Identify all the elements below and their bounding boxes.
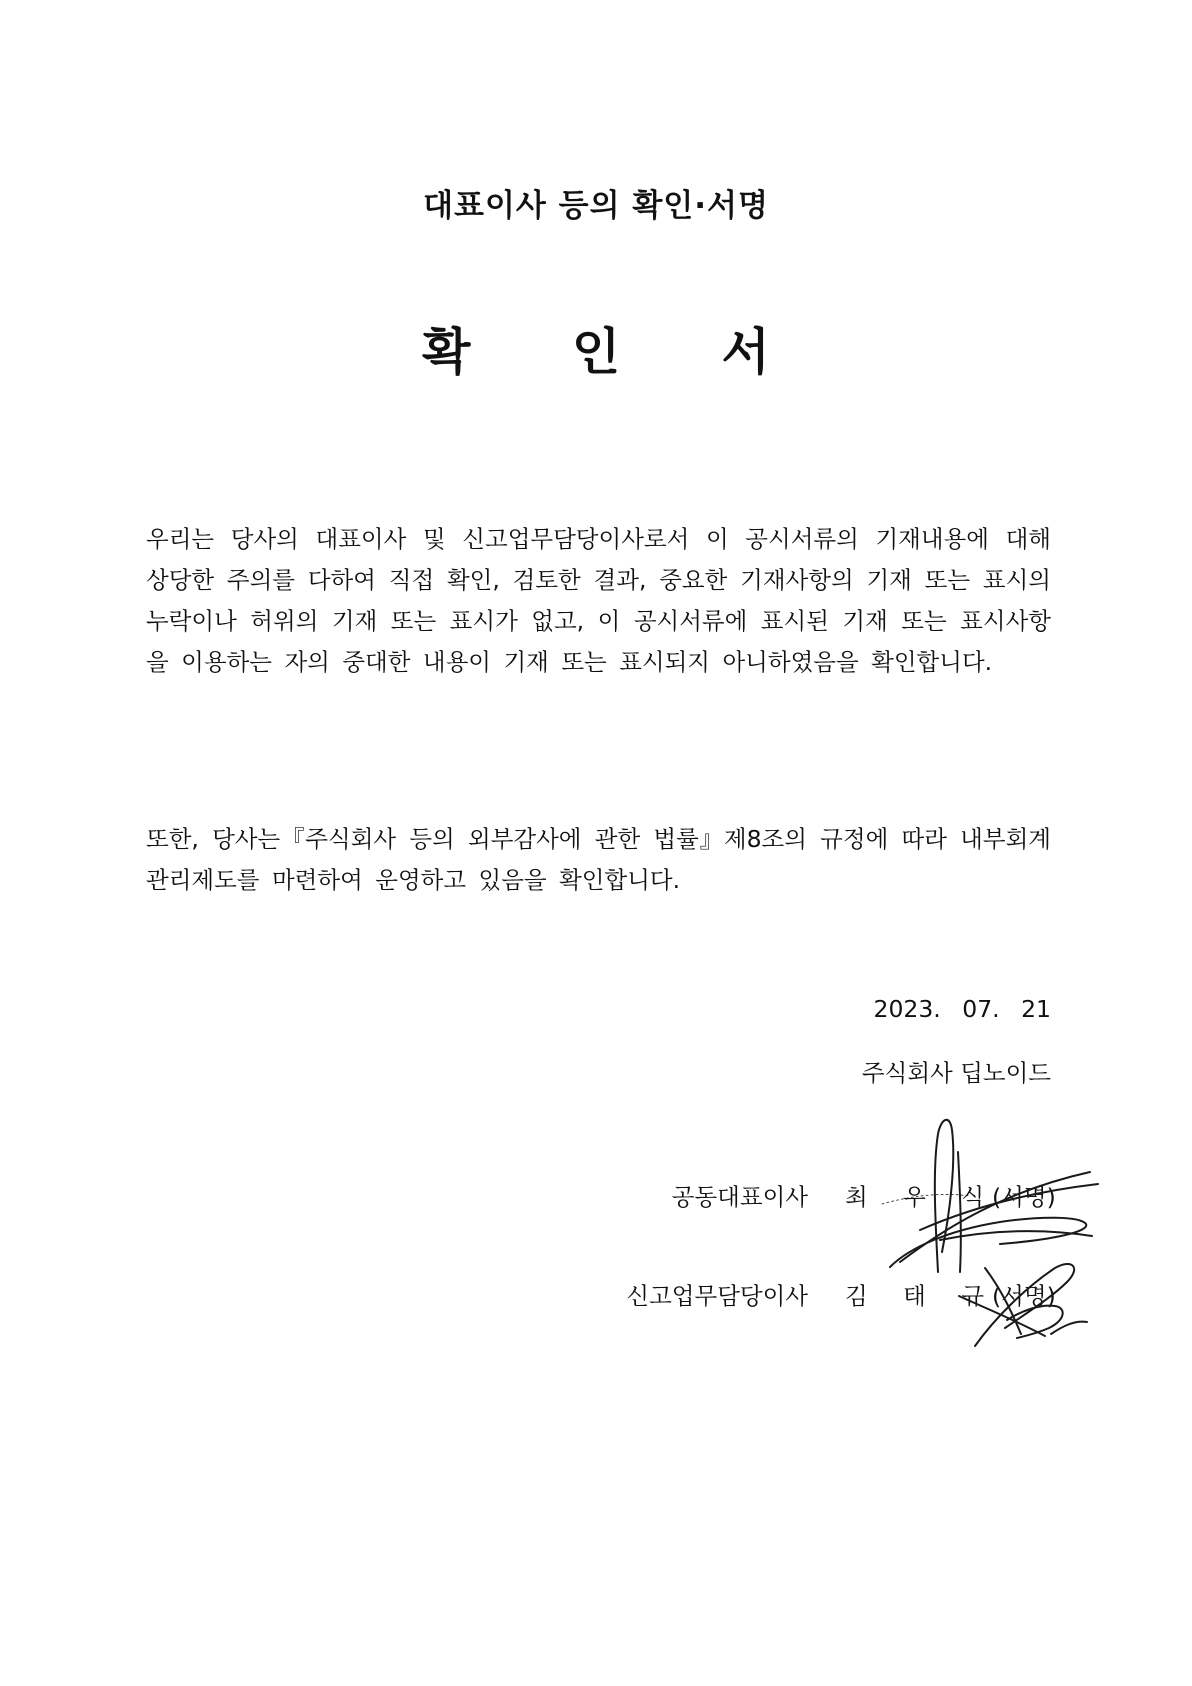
document-title: 확 인 서: [422, 323, 812, 381]
signatory-row-disclosure-officer: [0, 1277, 1192, 1317]
internal-control-paragraph: 또한, 당사는『주식회사 등의 외부감사에 관한 법률』제8조의 규정에 따라 내부회계관리제도를 마련하여 운영하고 있음을 확인합니다.: [146, 825, 1051, 894]
document-subtitle: 대표이사 등의 확인·서명: [423, 188, 769, 224]
signatory-role: 신고업무담당이사: [626, 1282, 808, 1310]
signatory-role: 공동대표이사: [671, 1183, 808, 1211]
signatory-row-ceo: [0, 1178, 1192, 1218]
signatory-name: 김 태 규: [845, 1282, 999, 1310]
company-name: 주식회사 딥노이드: [861, 1059, 1051, 1087]
signature-mark-label: (서명): [992, 1282, 1056, 1310]
signature-mark-label: (서명): [992, 1183, 1056, 1211]
confirmation-paragraph: 우리는 당사의 대표이사 및 신고업무담당이사로서 이 공시서류의 기재내용에 대해 상당한 주의를 다하여 직접 확인, 검토한 결과, 중요한 기재사항의 기재 또는 표시의 누락이나 허위의 기재 또는 표시가 없고, 이 공시서류에 표시된 기재 또는 표시사항을 이용하는 자의 중대한 내용이 기재 또는 표시되지 아니하였음을 확인합니다.: [146, 525, 1051, 676]
signatory-name: 최 우 식: [845, 1183, 999, 1211]
document-date: 2023. 07. 21: [873, 995, 1051, 1023]
